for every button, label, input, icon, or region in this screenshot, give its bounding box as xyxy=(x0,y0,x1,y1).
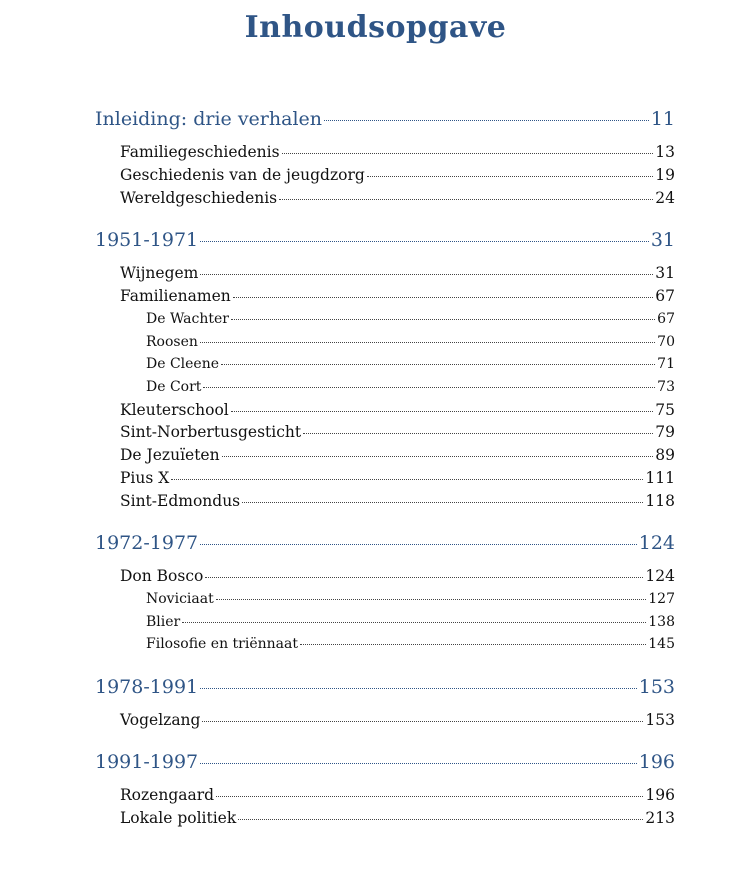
dot-leader xyxy=(222,456,654,457)
toc-entry-page-number: 79 xyxy=(655,423,675,441)
toc-entry-label: Familienamen xyxy=(120,287,231,305)
toc-entry-label: De Wachter xyxy=(146,311,229,327)
toc-entry-label: Filosofie en triënnaat xyxy=(146,636,298,652)
toc-entry-label: Vogelzang xyxy=(120,711,201,729)
toc-entry-label: Wijnegem xyxy=(120,264,199,282)
dot-leader xyxy=(182,622,646,623)
dot-leader xyxy=(279,199,653,200)
toc-entry-page-number: 124 xyxy=(645,567,675,585)
toc-entry-page-number: 145 xyxy=(648,636,675,652)
toc-entry-page-number: 127 xyxy=(648,591,675,607)
toc-entry-label: Familiegeschiedenis xyxy=(120,143,280,161)
toc-entry-page-number: 153 xyxy=(638,676,675,698)
toc-subsection[interactable] xyxy=(146,614,675,630)
toc-chapter[interactable] xyxy=(95,751,675,773)
dot-leader xyxy=(200,544,637,545)
toc-subsection[interactable] xyxy=(146,379,675,395)
toc-entry-label: De Jezuïeten xyxy=(120,446,220,464)
toc-entry-label: Kleuterschool xyxy=(120,401,229,419)
toc-entry-page-number: 71 xyxy=(657,356,675,372)
toc-chapter[interactable] xyxy=(95,108,675,130)
toc-entry-page-number: 196 xyxy=(645,786,675,804)
toc-section[interactable] xyxy=(120,446,675,464)
toc-entry-label: Lokale politiek xyxy=(120,809,237,827)
dot-leader xyxy=(231,319,655,320)
toc-entry-page-number: 196 xyxy=(638,751,675,773)
toc-entry-label: 1972-1977 xyxy=(95,532,199,554)
toc-subsection[interactable] xyxy=(146,311,675,327)
toc-chapter[interactable] xyxy=(95,229,675,251)
toc-entry-page-number: 67 xyxy=(657,311,675,327)
toc-entry-page-number: 19 xyxy=(655,166,675,184)
toc-entry-page-number: 124 xyxy=(638,532,675,554)
toc-entry-label: Sint-Edmondus xyxy=(120,492,241,510)
toc-entry-page-number: 138 xyxy=(648,614,675,630)
dot-leader xyxy=(216,599,647,600)
dot-leader xyxy=(242,502,643,503)
toc-entry-label: Inleiding: drie verhalen xyxy=(95,108,323,130)
toc-entry-label: Don Bosco xyxy=(120,567,204,585)
toc-entry-page-number: 11 xyxy=(650,108,675,130)
dot-leader xyxy=(200,688,637,689)
dot-leader xyxy=(231,411,654,412)
dot-leader xyxy=(171,479,643,480)
toc-entry-label: De Cort xyxy=(146,379,202,395)
toc-chapter[interactable] xyxy=(95,676,675,698)
toc-entry-page-number: 213 xyxy=(645,809,675,827)
toc-entry-page-number: 67 xyxy=(655,287,675,305)
dot-leader xyxy=(303,433,653,434)
toc-section[interactable] xyxy=(120,189,675,207)
toc-entry-page-number: 24 xyxy=(655,189,675,207)
toc-section[interactable] xyxy=(120,287,675,305)
dot-leader xyxy=(202,721,643,722)
toc-entry-page-number: 118 xyxy=(645,492,675,510)
dot-leader xyxy=(200,763,637,764)
toc-subsection[interactable] xyxy=(146,356,675,372)
toc-section[interactable] xyxy=(120,143,675,161)
dot-leader xyxy=(200,342,655,343)
toc-section[interactable] xyxy=(120,469,675,487)
toc-entry-page-number: 13 xyxy=(655,143,675,161)
toc-entry-page-number: 111 xyxy=(645,469,675,487)
dot-leader xyxy=(238,819,643,820)
toc-entry-label: 1978-1991 xyxy=(95,676,199,698)
toc-chapter[interactable] xyxy=(95,532,675,554)
toc-entry-label: Blier xyxy=(146,614,181,630)
toc-subsection[interactable] xyxy=(146,636,675,652)
toc-entry-label: Sint-Norbertusgesticht xyxy=(120,423,302,441)
toc-entry-label: 1951-1971 xyxy=(95,229,199,251)
toc-section[interactable] xyxy=(120,809,675,827)
toc-section[interactable] xyxy=(120,423,675,441)
toc-subsection[interactable] xyxy=(146,591,675,607)
toc-entry-page-number: 73 xyxy=(657,379,675,395)
toc-entry-label: Rozengaard xyxy=(120,786,215,804)
toc-entry-page-number: 153 xyxy=(645,711,675,729)
toc-section[interactable] xyxy=(120,401,675,419)
toc-entry-page-number: 31 xyxy=(655,264,675,282)
toc-entry-page-number: 89 xyxy=(655,446,675,464)
toc-entry-label: De Cleene xyxy=(146,356,220,372)
toc-entry-label: Wereldgeschiedenis xyxy=(120,189,278,207)
toc-entry-label: Noviciaat xyxy=(146,591,214,607)
toc-section[interactable] xyxy=(120,711,675,729)
dot-leader xyxy=(205,577,643,578)
toc-entry-page-number: 75 xyxy=(655,401,675,419)
toc-entry-label: Roosen xyxy=(146,334,198,350)
dot-leader xyxy=(200,241,649,242)
toc-section[interactable] xyxy=(120,264,675,282)
toc-section[interactable] xyxy=(120,567,675,585)
toc-section[interactable] xyxy=(120,786,675,804)
dot-leader xyxy=(200,274,653,275)
toc-section[interactable] xyxy=(120,166,675,184)
page-title: Inhoudsopgave xyxy=(244,10,507,45)
toc-entry-label: Pius X xyxy=(120,469,170,487)
dot-leader xyxy=(324,120,649,121)
dot-leader xyxy=(216,796,643,797)
dot-leader xyxy=(221,364,655,365)
toc-entry-page-number: 31 xyxy=(650,229,675,251)
dot-leader xyxy=(300,644,646,645)
dot-leader xyxy=(233,297,654,298)
toc-entry-page-number: 70 xyxy=(657,334,675,350)
toc-section[interactable] xyxy=(120,492,675,510)
toc-subsection[interactable] xyxy=(146,334,675,350)
dot-leader xyxy=(367,176,653,177)
dot-leader xyxy=(203,387,655,388)
toc-entry-label: Geschiedenis van de jeugdzorg xyxy=(120,166,365,184)
toc-entry-label: 1991-1997 xyxy=(95,751,199,773)
dot-leader xyxy=(282,153,654,154)
